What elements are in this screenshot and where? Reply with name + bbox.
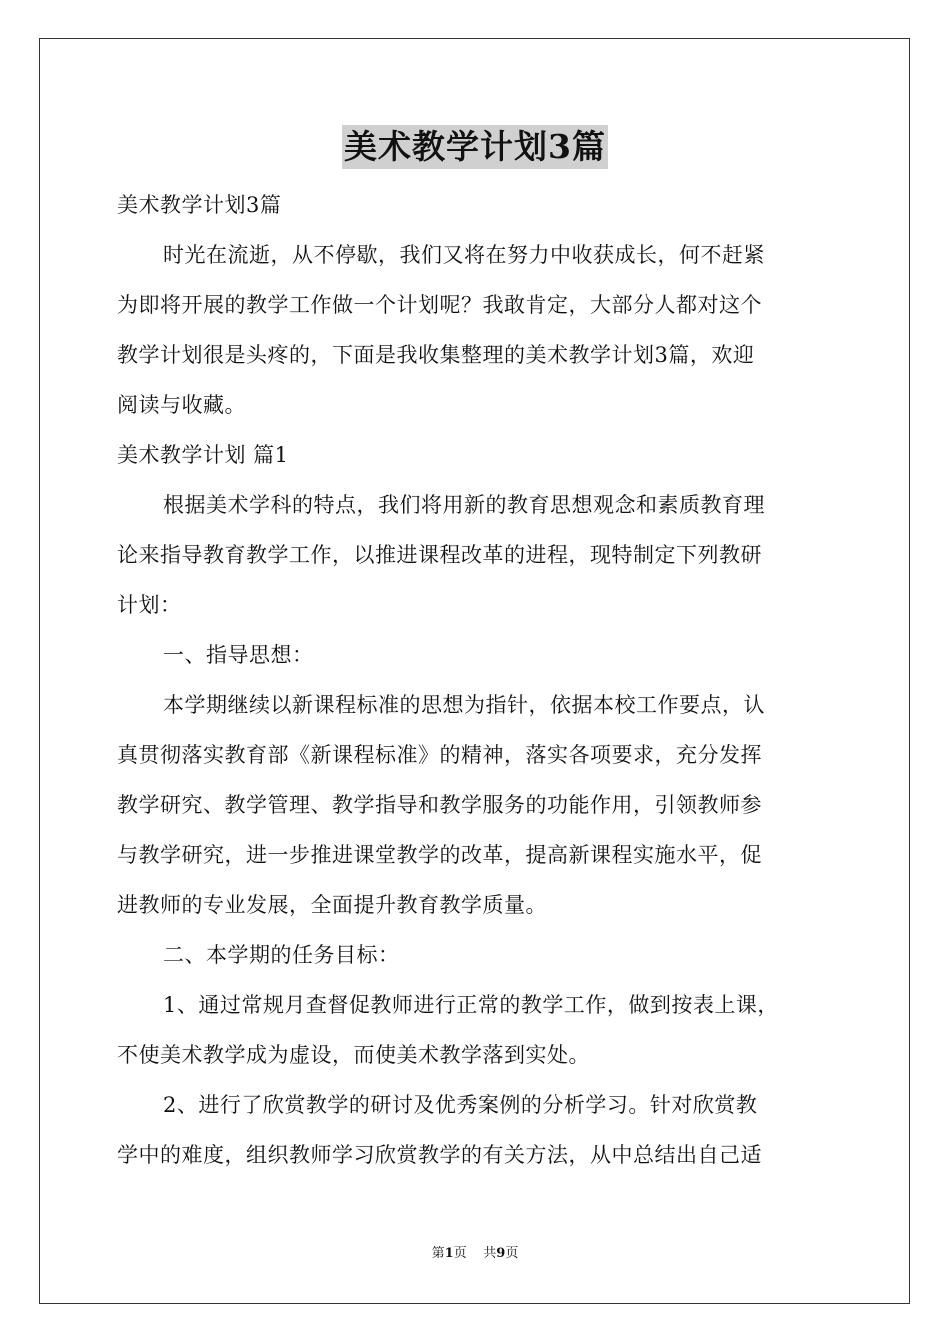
text-line: 阅读与收藏。	[117, 393, 246, 417]
text-line: 本学期继续以新课程标准的思想为指针，依据本校工作要点，认	[163, 693, 765, 717]
document-body	[117, 180, 833, 1180]
total-suffix: 页	[505, 1246, 519, 1261]
text-line: 教学计划很是头疼的，下面是我收集整理的美术教学计划3篇，欢迎	[117, 343, 755, 367]
text-line: 为即将开展的教学工作做一个计划呢？我敢肯定，大部分人都对这个	[117, 293, 762, 317]
page-footer	[0, 1245, 950, 1263]
text-line: 论来指导教育教学工作，以推进课程改革的进程，现特制定下列教研	[117, 543, 762, 567]
text-line: 美术教学计划3篇	[117, 193, 282, 217]
text-line: 学中的难度，组织教师学习欣赏教学的有关方法，从中总结出自己适	[117, 1143, 762, 1167]
text-line: 与教学研究，进一步推进课堂教学的改革，提高新课程实施水平，促	[117, 843, 762, 867]
page-current: 1	[444, 1246, 454, 1261]
text-line: 根据美术学科的特点，我们将用新的教育思想观念和素质教育理	[163, 493, 765, 517]
text-line: 计划：	[117, 593, 182, 617]
text-line: 二、本学期的任务目标：	[163, 943, 400, 967]
document-title: 美术教学计划3篇	[342, 125, 608, 169]
text-line: 教学研究、教学管理、教学指导和教学服务的功能作用，引领教师参	[117, 793, 762, 817]
text-line: 不使美术教学成为虚设，而使美术教学落到实处。	[117, 1043, 590, 1067]
total-prefix: 共	[483, 1246, 497, 1261]
text-line: 2、进行了欣赏教学的研讨及优秀案例的分析学习。针对欣赏教	[163, 1093, 758, 1117]
page-suffix: 页	[453, 1246, 467, 1261]
text-line: 时光在流逝，从不停歇，我们又将在努力中收获成长，何不赶紧	[163, 243, 765, 267]
text-line: 美术教学计划 篇1	[117, 443, 289, 467]
page-total: 9	[496, 1246, 506, 1261]
text-line: 1、通过常规月查督促教师进行正常的教学工作，做到按表上课，	[163, 993, 779, 1017]
title-container	[0, 125, 950, 169]
text-line: 进教师的专业发展，全面提升教育教学质量。	[117, 893, 547, 917]
page-prefix: 第	[431, 1246, 445, 1261]
text-line: 一、指导思想：	[163, 643, 314, 667]
text-line: 真贯彻落实教育部《新课程标准》的精神，落实各项要求，充分发挥	[117, 743, 762, 767]
